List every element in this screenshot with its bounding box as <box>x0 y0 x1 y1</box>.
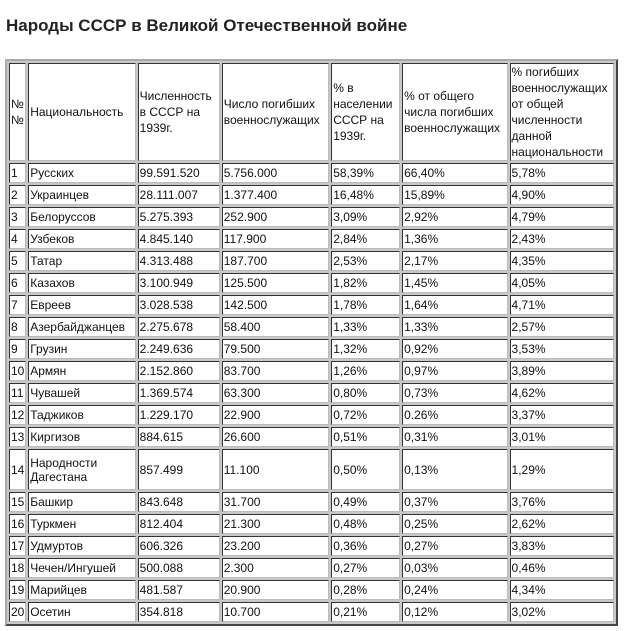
cell-row-number: 15 <box>9 492 26 512</box>
cell-row-number: 8 <box>9 317 26 337</box>
cell-population-share: 0,27% <box>331 558 400 578</box>
cell-nationality: Грузин <box>28 339 135 359</box>
cell-deaths-ratio: 2,57% <box>510 317 614 337</box>
table-row <box>9 185 614 205</box>
cell-deaths-share: 0,73% <box>402 383 507 403</box>
table-row <box>9 317 614 337</box>
cell-deaths-ratio: 0,46% <box>510 558 614 578</box>
cell-nationality: Украинцев <box>28 185 135 205</box>
cell-nationality: Марийцев <box>28 580 135 600</box>
cell-deaths: 20.900 <box>222 580 329 600</box>
cell-population: 3.028.538 <box>138 295 220 315</box>
table-row <box>9 492 614 512</box>
table-row <box>9 251 614 271</box>
table-row <box>9 207 614 227</box>
cell-population-share: 1,26% <box>331 361 400 381</box>
cell-population: 500.088 <box>138 558 220 578</box>
cell-deaths: 63.300 <box>222 383 329 403</box>
header-deaths: Число погибших военнослужащих <box>222 63 329 161</box>
header-deaths-share: % от общего числа погибших военнослужащих <box>402 63 507 161</box>
cell-population-share: 0,21% <box>331 602 400 622</box>
cell-deaths-share: 0,13% <box>402 449 507 490</box>
cell-nationality: Киргизов <box>28 427 135 447</box>
cell-row-number: 4 <box>9 229 26 249</box>
header-row <box>9 63 614 161</box>
cell-population-share: 0,36% <box>331 536 400 556</box>
cell-deaths-ratio: 2,43% <box>510 229 614 249</box>
cell-deaths-ratio: 4,34% <box>510 580 614 600</box>
cell-deaths: 2.300 <box>222 558 329 578</box>
cell-deaths-ratio: 2,62% <box>510 514 614 534</box>
cell-deaths-ratio: 4,90% <box>510 185 614 205</box>
cell-deaths-share: 1,64% <box>402 295 507 315</box>
cell-population: 4.313.488 <box>138 251 220 271</box>
cell-population: 28.111.007 <box>138 185 220 205</box>
page-title: Народы СССР в Великой Отечественной войне <box>6 16 408 35</box>
table-row <box>9 449 614 490</box>
cell-population: 1.369.574 <box>138 383 220 403</box>
cell-deaths: 5.756.000 <box>222 163 329 183</box>
cell-population-share: 1,33% <box>331 317 400 337</box>
cell-population: 884.615 <box>138 427 220 447</box>
cell-row-number: 1 <box>9 163 26 183</box>
cell-nationality: Чечен/Ингушей <box>28 558 135 578</box>
cell-nationality: Русских <box>28 163 135 183</box>
cell-population-share: 3,09% <box>331 207 400 227</box>
cell-population: 481.587 <box>138 580 220 600</box>
cell-deaths: 117.900 <box>222 229 329 249</box>
cell-deaths: 22.900 <box>222 405 329 425</box>
cell-row-number: 13 <box>9 427 26 447</box>
table-row <box>9 383 614 403</box>
cell-deaths-share: 0,27% <box>402 536 507 556</box>
cell-deaths-ratio: 5,78% <box>510 163 614 183</box>
cell-deaths-share: 2,92% <box>402 207 507 227</box>
table-row <box>9 602 614 622</box>
cell-deaths-share: 0,25% <box>402 514 507 534</box>
cell-deaths-ratio: 3,37% <box>510 405 614 425</box>
cell-row-number: 20 <box>9 602 26 622</box>
cell-row-number: 17 <box>9 536 26 556</box>
cell-row-number: 7 <box>9 295 26 315</box>
cell-deaths: 142.500 <box>222 295 329 315</box>
table-row <box>9 405 614 425</box>
cell-deaths: 1.377.400 <box>222 185 329 205</box>
cell-population: 1.229.170 <box>138 405 220 425</box>
table-row <box>9 361 614 381</box>
cell-deaths-share: 0,24% <box>402 580 507 600</box>
cell-population-share: 0,72% <box>331 405 400 425</box>
cell-population-share: 1,32% <box>331 339 400 359</box>
cell-population: 2.152.860 <box>138 361 220 381</box>
cell-population-share: 0,49% <box>331 492 400 512</box>
cell-nationality: Евреев <box>28 295 135 315</box>
cell-row-number: 14 <box>9 449 26 490</box>
cell-population: 5.275.393 <box>138 207 220 227</box>
cell-row-number: 12 <box>9 405 26 425</box>
cell-deaths-share: 0,03% <box>402 558 507 578</box>
table-row <box>9 295 614 315</box>
cell-row-number: 9 <box>9 339 26 359</box>
header-population-share: % в населении СССР на 1939г. <box>331 63 400 161</box>
cell-deaths: 11.100 <box>222 449 329 490</box>
nationalities-table <box>5 59 618 626</box>
cell-nationality: Удмуртов <box>28 536 135 556</box>
cell-deaths: 125.500 <box>222 273 329 293</box>
cell-population-share: 0,50% <box>331 449 400 490</box>
table-row <box>9 558 614 578</box>
cell-nationality: Народности Дагестана <box>28 449 135 490</box>
cell-row-number: 10 <box>9 361 26 381</box>
cell-nationality: Чувашей <box>28 383 135 403</box>
cell-deaths-ratio: 3,01% <box>510 427 614 447</box>
cell-population-share: 0,80% <box>331 383 400 403</box>
table-row <box>9 536 614 556</box>
cell-population-share: 1,82% <box>331 273 400 293</box>
cell-deaths-ratio: 3,83% <box>510 536 614 556</box>
cell-nationality: Осетин <box>28 602 135 622</box>
cell-deaths-share: 66,40% <box>402 163 507 183</box>
cell-deaths-ratio: 3,89% <box>510 361 614 381</box>
cell-deaths-ratio: 4,35% <box>510 251 614 271</box>
cell-population: 3.100.949 <box>138 273 220 293</box>
cell-row-number: 5 <box>9 251 26 271</box>
cell-nationality: Башкир <box>28 492 135 512</box>
cell-deaths-share: 15,89% <box>402 185 507 205</box>
cell-row-number: 18 <box>9 558 26 578</box>
cell-deaths-share: 0,97% <box>402 361 507 381</box>
cell-nationality: Таджиков <box>28 405 135 425</box>
cell-deaths: 31.700 <box>222 492 329 512</box>
header-population: Численность в СССР на 1939г. <box>138 63 220 161</box>
cell-deaths: 10.700 <box>222 602 329 622</box>
cell-deaths: 252.900 <box>222 207 329 227</box>
cell-deaths-ratio: 3,02% <box>510 602 614 622</box>
cell-population-share: 1,78% <box>331 295 400 315</box>
cell-population: 843.648 <box>138 492 220 512</box>
cell-deaths: 79.500 <box>222 339 329 359</box>
cell-population: 2.249.636 <box>138 339 220 359</box>
table-row <box>9 427 614 447</box>
cell-deaths-share: 1,45% <box>402 273 507 293</box>
cell-row-number: 11 <box>9 383 26 403</box>
cell-nationality: Туркмен <box>28 514 135 534</box>
cell-population: 606.326 <box>138 536 220 556</box>
cell-deaths-share: 2,17% <box>402 251 507 271</box>
cell-deaths-ratio: 4,62% <box>510 383 614 403</box>
cell-nationality: Узбеков <box>28 229 135 249</box>
cell-deaths-share: 0,31% <box>402 427 507 447</box>
cell-row-number: 3 <box>9 207 26 227</box>
table-row <box>9 273 614 293</box>
cell-deaths: 26.600 <box>222 427 329 447</box>
cell-population: 812.404 <box>138 514 220 534</box>
cell-population-share: 0,28% <box>331 580 400 600</box>
header-number: № № <box>9 63 26 161</box>
cell-deaths: 187.700 <box>222 251 329 271</box>
cell-row-number: 16 <box>9 514 26 534</box>
cell-deaths-ratio: 3,76% <box>510 492 614 512</box>
cell-population: 2.275.678 <box>138 317 220 337</box>
cell-deaths-ratio: 4,79% <box>510 207 614 227</box>
cell-population-share: 0,48% <box>331 514 400 534</box>
cell-deaths: 21.300 <box>222 514 329 534</box>
cell-population: 354.818 <box>138 602 220 622</box>
table-row <box>9 339 614 359</box>
cell-deaths-ratio: 4,71% <box>510 295 614 315</box>
table-row <box>9 514 614 534</box>
cell-deaths-share: 0.26% <box>402 405 507 425</box>
cell-row-number: 2 <box>9 185 26 205</box>
cell-deaths-share: 1,33% <box>402 317 507 337</box>
cell-population-share: 16,48% <box>331 185 400 205</box>
cell-deaths: 58.400 <box>222 317 329 337</box>
cell-nationality: Азербайджанцев <box>28 317 135 337</box>
cell-deaths-share: 0,12% <box>402 602 507 622</box>
cell-deaths-share: 0,92% <box>402 339 507 359</box>
cell-deaths-ratio: 1,29% <box>510 449 614 490</box>
cell-population-share: 58,39% <box>331 163 400 183</box>
cell-row-number: 19 <box>9 580 26 600</box>
cell-population-share: 2,53% <box>331 251 400 271</box>
cell-nationality: Армян <box>28 361 135 381</box>
cell-nationality: Казахов <box>28 273 135 293</box>
cell-population: 857.499 <box>138 449 220 490</box>
cell-population: 99.591.520 <box>138 163 220 183</box>
header-nationality: Национальность <box>28 63 135 161</box>
cell-population-share: 2,84% <box>331 229 400 249</box>
cell-nationality: Белоруссов <box>28 207 135 227</box>
cell-population-share: 0,51% <box>331 427 400 447</box>
table-row <box>9 229 614 249</box>
table-row <box>9 163 614 183</box>
cell-deaths-ratio: 3,53% <box>510 339 614 359</box>
cell-deaths-share: 1,36% <box>402 229 507 249</box>
cell-deaths: 23.200 <box>222 536 329 556</box>
cell-deaths-share: 0,37% <box>402 492 507 512</box>
cell-deaths: 83.700 <box>222 361 329 381</box>
table-row <box>9 580 614 600</box>
header-deaths-ratio: % погибших военнослужащих от общей численности данной национальности <box>510 63 614 161</box>
cell-deaths-ratio: 4,05% <box>510 273 614 293</box>
cell-row-number: 6 <box>9 273 26 293</box>
cell-population: 4.845.140 <box>138 229 220 249</box>
cell-nationality: Татар <box>28 251 135 271</box>
